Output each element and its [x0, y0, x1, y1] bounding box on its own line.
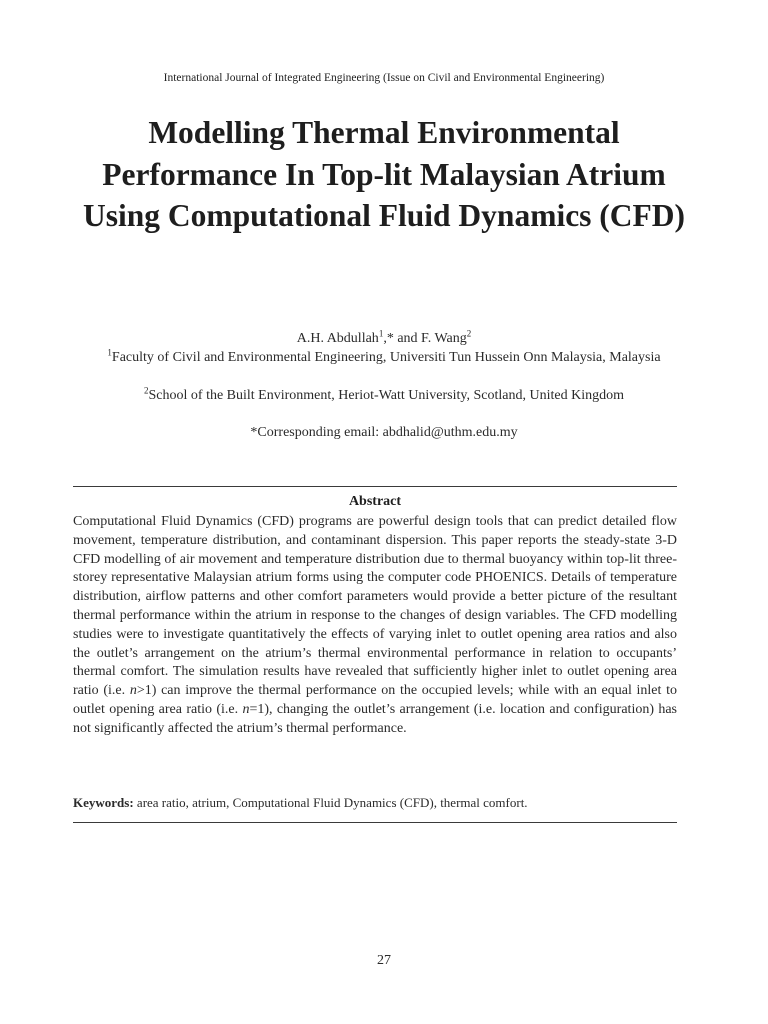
page-number: 27 — [377, 953, 391, 968]
abstract-text — [73, 513, 677, 739]
author-affiliation-mark: 2 — [466, 328, 472, 339]
corresponding-email: *Corresponding email: abdhalid@uthm.edu.my — [250, 425, 518, 440]
divider — [73, 486, 677, 487]
affiliation-text: School of the Built Environment, Heriot-Watt University, Scotland, United Kingdom — [148, 388, 624, 403]
corresponding-mark: ,* and — [383, 331, 422, 346]
affiliation-text: Faculty of Civil and Environmental Engineering, Universiti Tun Hussein Onn Malaysia, Malaysia — [111, 350, 661, 365]
affiliation — [60, 386, 708, 405]
affiliation-mark: 2 — [144, 385, 149, 396]
author-name: F. Wang — [421, 331, 467, 346]
author-affiliation-mark: 1 — [378, 328, 384, 339]
keywords-label: Keywords: — [73, 795, 134, 810]
author-line — [60, 329, 708, 348]
journal-header: International Journal of Integrated Engineering (Issue on Civil and Environmental Engineering) — [163, 72, 605, 84]
abstract-text-part: Computational Fluid Dynamics (CFD) programs are powerful design tools that can predict detailed flow movement, temperature distribution, and contaminant dispersion. This paper reports the steady-state 3-D CFD modelling of air movement and temperature distribution due to thermal buoyancy within top-lit three-storey representative Malaysian atrium forms using the computer code PHOENICS. Details of temperature distribution, airflow patterns and other comfort parameters would provide a better picture of the resultant thermal performance within the atrium in response to the changes of design variables. The CFD modelling studies were to investigate quantitatively the effects of varying inlet to outlet opening area ratios and also the outlet’s arrangement on the atrium’s thermal environmental performance in relation to occupants’ thermal comfort. The simulation results have revealed that sufficiently higher inlet to outlet opening area ratio (i.e. — [73, 514, 677, 699]
variable-n: n — [242, 701, 250, 717]
abstract-text-part: =1), changing the outlet’s arrangement (i.e. location and configuration) has not significantly affected the atrium’s thermal performance. — [73, 701, 678, 736]
keywords — [73, 795, 677, 811]
abstract-heading: Abstract — [348, 494, 402, 509]
affiliation — [60, 348, 708, 367]
keywords-text: area ratio, atrium, Computational Fluid Dynamics (CFD), thermal comfort. — [133, 795, 528, 810]
paper-title: Modelling Thermal Environmental Performance In Top-lit Malaysian Atrium Using Computational Fluid Dynamics (CFD) — [82, 115, 686, 233]
abstract-text-part: >1) can improve the thermal performance on the occupied levels; while with an equal inlet to outlet opening area ratio (i.e. — [73, 683, 678, 717]
affiliation-mark: 1 — [107, 347, 112, 358]
variable-n: n — [129, 683, 137, 699]
author-name: A.H. Abdullah — [296, 331, 379, 346]
divider — [73, 822, 677, 823]
